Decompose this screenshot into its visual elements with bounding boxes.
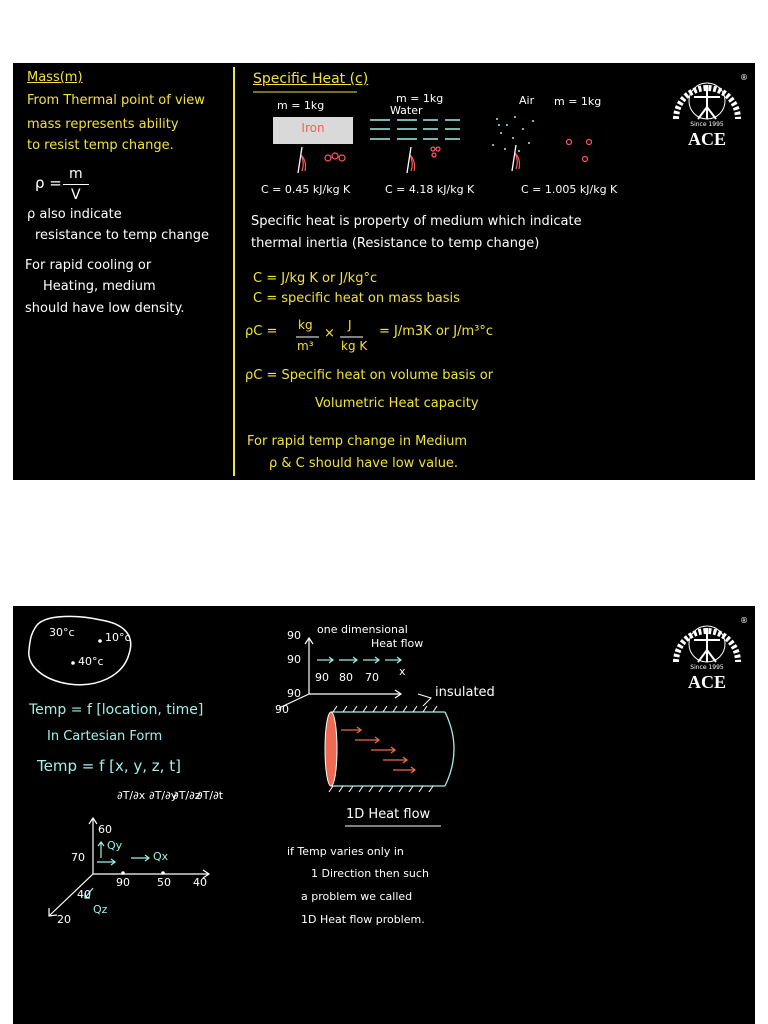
iron-mass: m = 1kg (277, 99, 325, 112)
temp-location: Temp = f [location, time] (29, 702, 204, 718)
specific-heat-sketches (13, 63, 755, 480)
air-mass: m = 1kg (554, 95, 602, 108)
axis-origin-70: 70 (71, 851, 85, 864)
logo-since: Since 1995 (690, 121, 724, 128)
density-lhs: ρ = (35, 174, 62, 192)
heat-1d-title: 1D Heat flow (346, 807, 431, 822)
one-dim-y-90b: 90 (287, 653, 301, 666)
partial-y: ∂T/∂y (149, 789, 178, 802)
rhoc-den1: m³ (297, 339, 314, 353)
qx-label: Qx (153, 850, 169, 863)
blob-temp-40: 40°c (78, 655, 104, 668)
ace-logo-2 (668, 616, 746, 696)
mass-line-1: From Thermal point of view (27, 93, 205, 108)
density-note-1: ρ also indicate (27, 207, 122, 222)
iron-label: Iron (301, 121, 325, 135)
unit-line: C = J/kg K or J/kg°c (253, 271, 378, 286)
iron-c-value: C = 0.45 kJ/kg K (261, 183, 351, 196)
blob-temp-10: 10°c (105, 631, 131, 644)
rhoc-lhs: ρC = (245, 324, 278, 339)
ace-logo (668, 73, 746, 153)
one-dim-y-90a: 90 (287, 629, 301, 642)
logo-since: Since 1995 (690, 664, 724, 671)
axis-x-50: 50 (157, 876, 171, 889)
logo-registered: ® (740, 73, 748, 82)
rhoc-times: × (324, 326, 335, 341)
volume-basis-2: Volumetric Heat capacity (315, 396, 479, 411)
rhoc-num2: J (348, 318, 352, 332)
insulated-label: insulated (435, 685, 495, 700)
mass-basis-line: C = specific heat on mass basis (253, 291, 460, 306)
partial-t: ∂T/∂t (197, 789, 224, 802)
definition-1: Specific heat is property of medium which indicate (251, 214, 582, 229)
rhoc-num1: kg (298, 318, 313, 332)
air-label: Air (519, 94, 535, 107)
one-dim-z-90b: 90 (275, 703, 289, 716)
cartesian-label: In Cartesian Form (47, 729, 163, 744)
heat-1d-text-2: 1 Direction then such (311, 867, 429, 880)
heat-1d-text-4: 1D Heat flow problem. (301, 913, 425, 926)
axis-y-60: 60 (98, 823, 112, 836)
axis-x-40: 40 (193, 876, 207, 889)
temp-xyzt: Temp = f [x, y, z, t] (37, 757, 181, 775)
qy-label: Qy (107, 839, 123, 852)
one-dim-x-90: 90 (315, 671, 329, 684)
board-heat-flow (13, 606, 755, 1024)
logo-registered: ® (740, 616, 748, 625)
rapid-note-2: Heating, medium (43, 279, 156, 294)
partial-x: ∂T/∂x (117, 789, 146, 802)
axis-z-40: 40 (77, 888, 91, 901)
air-c-value: C = 1.005 kJ/kg K (521, 183, 618, 196)
water-mass: m = 1kg (396, 92, 444, 105)
one-dim-x-axis: x (399, 665, 406, 678)
board-specific-heat (13, 63, 755, 480)
one-dim-title-2: Heat flow (371, 637, 424, 650)
rapid-note-3: should have low density. (25, 301, 185, 316)
mass-line-3: to resist temp change. (27, 138, 174, 153)
one-dim-x-70: 70 (365, 671, 379, 684)
logo-text: ACE (687, 672, 726, 692)
axis-x-90: 90 (116, 876, 130, 889)
rhoc-rhs: = J/m3K or J/m³°c (379, 324, 493, 339)
one-dim-x-80: 80 (339, 671, 353, 684)
water-label: Water (390, 104, 423, 117)
density-denominator: V (71, 187, 81, 203)
blob-temp-30: 30°c (49, 626, 75, 639)
mass-title: Mass(m) (27, 70, 83, 85)
axis-z-20: 20 (57, 913, 71, 926)
definition-2: thermal inertia (Resistance to temp change) (251, 236, 540, 251)
heat-1d-text-1: if Temp varies only in (287, 845, 404, 858)
one-dim-z-90a: 90 (287, 687, 301, 700)
water-c-value: C = 4.18 kJ/kg K (385, 183, 475, 196)
partial-z: ∂T/∂z (173, 789, 201, 802)
rhoc-den2: kg K (341, 339, 368, 353)
specific-heat-title: Specific Heat (c) (253, 71, 369, 87)
one-dim-title-1: one dimensional (317, 623, 408, 636)
mass-line-2: mass represents ability (27, 117, 179, 132)
density-note-2: resistance to temp change (35, 228, 209, 243)
volume-basis-1: ρC = Specific heat on volume basis or (245, 368, 494, 383)
rapid-change-2: ρ & C should have low value. (269, 456, 459, 471)
qz-label: Qz (93, 903, 108, 916)
heat-1d-text-3: a problem we called (301, 890, 413, 903)
rapid-change-1: For rapid temp change in Medium (247, 434, 468, 449)
logo-text: ACE (687, 129, 726, 149)
rapid-note-1: For rapid cooling or (25, 258, 152, 273)
density-numerator: m (69, 166, 83, 182)
